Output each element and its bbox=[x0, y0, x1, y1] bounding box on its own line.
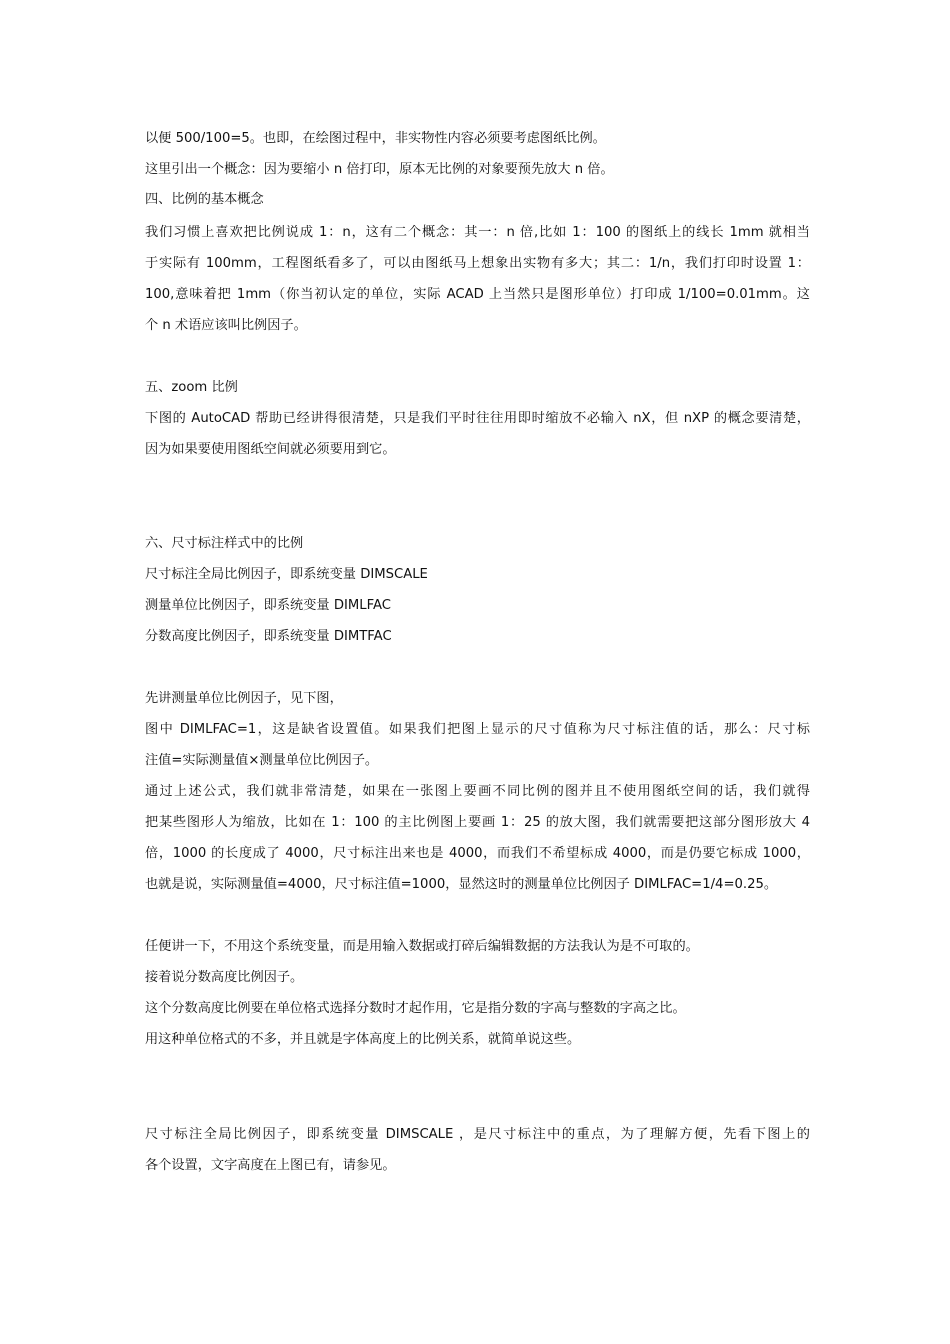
text-line: 分数高度比例因子，即系统变量 DIMTFAC bbox=[145, 629, 392, 644]
text-line: 尺寸标注全局比例因子，即系统变量 DIMSCALE bbox=[145, 567, 428, 582]
text-line: 这里引出一个概念：因为要缩小 n 倍打印，原本无比例的对象要预先放大 n 倍。 bbox=[145, 162, 614, 177]
text-line: 下图的 AutoCAD 帮助已经讲得很清楚，只是我们平时往往用即时缩放不必输入 nX，但 nXP 的概念要清楚， bbox=[145, 411, 810, 426]
section-heading: 六、尺寸标注样式中的比例 bbox=[145, 536, 304, 551]
text-line: 测量单位比例因子，即系统变量 DIMLFAC bbox=[145, 598, 391, 613]
section-heading: 五、zoom 比例 bbox=[145, 380, 238, 395]
text-line: 倍，1000 的长度成了 4000，尺寸标注出来也是 4000，而我们不希望标成 4000，而是仍要它标成 1000， bbox=[145, 846, 810, 861]
text-line: 因为如果要使用图纸空间就必须要用到它。 bbox=[145, 442, 396, 457]
text-line: 这个分数高度比例要在单位格式选择分数时才起作用，它是指分数的字高与整数的字高之比。 bbox=[145, 1001, 686, 1016]
text-line: 也就是说，实际测量值=4000，尺寸标注值=1000，显然这时的测量单位比例因子 DIMLFAC=1/4=0.25。 bbox=[145, 877, 778, 892]
text-line: 各个设置，文字高度在上图已有，请参见。 bbox=[145, 1158, 396, 1173]
text-line: 把某些图形人为缩放，比如在 1：100 的主比例图上要画 1：25 的放大图，我们就需要把这部分图形放大 4 bbox=[145, 815, 810, 830]
text-line: 先讲测量单位比例因子，见下图， bbox=[145, 691, 343, 706]
text-line: 注值=实际测量值×测量单位比例因子。 bbox=[145, 753, 379, 768]
text-line: 100,意味着把 1mm（你当初认定的单位，实际 ACAD 上当然只是图形单位）打印成 1/100=0.01mm。这 bbox=[145, 287, 810, 302]
text-line: 个 n 术语应该叫比例因子。 bbox=[145, 318, 307, 333]
text-line: 接着说分数高度比例因子。 bbox=[145, 970, 304, 985]
text-line: 于实际有 100mm，工程图纸看多了，可以由图纸马上想象出实物有多大；其二：1/n，我们打印时设置 1： bbox=[145, 256, 810, 271]
text-line: 我们习惯上喜欢把比例说成 1：n，这有二个概念：其一：n 倍,比如 1：100 的图纸上的线长 1mm 就相当 bbox=[145, 225, 810, 240]
text-line: 通过上述公式，我们就非常清楚，如果在一张图上要画不同比例的图并且不使用图纸空间的话，我们就得 bbox=[145, 784, 810, 799]
text-line: 图中 DIMLFAC=1，这是缺省设置值。如果我们把图上显示的尺寸值称为尺寸标注值的话，那么：尺寸标 bbox=[145, 722, 810, 737]
section-heading: 四、比例的基本概念 bbox=[145, 192, 264, 207]
text-line: 尺寸标注全局比例因子，即系统变量 DIMSCALE ，是尺寸标注中的重点，为了理解方便，先看下图上的 bbox=[145, 1127, 810, 1142]
text-line: 任便讲一下，不用这个系统变量，而是用输入数据或打碎后编辑数据的方法我认为是不可取的。 bbox=[145, 939, 699, 954]
text-line: 用这种单位格式的不多，并且就是字体高度上的比例关系，就简单说这些。 bbox=[145, 1032, 581, 1047]
text-line: 以便 500/100=5。也即，在绘图过程中，非实物性内容必须要考虑图纸比例。 bbox=[145, 131, 606, 146]
